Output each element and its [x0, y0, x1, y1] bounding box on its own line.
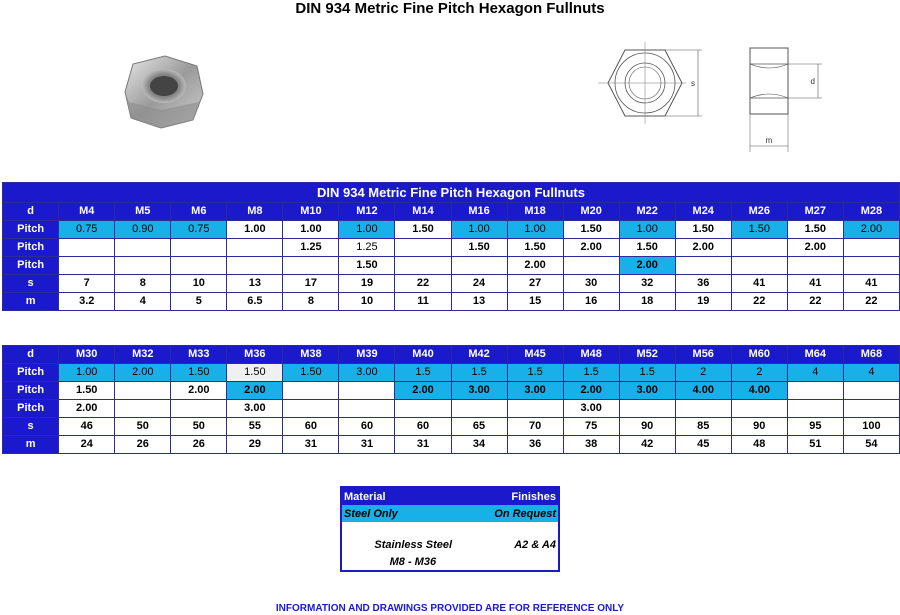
finishes-header: Finishes	[472, 487, 559, 505]
pitch-2-cell	[115, 239, 171, 257]
size-d-cell: M39	[339, 346, 395, 364]
pitch-1-cell: 1.50	[171, 364, 227, 382]
dimension-m-label: m	[765, 136, 773, 145]
pitch-1-cell: 4	[787, 364, 843, 382]
pitch-1-cell: 1.00	[59, 364, 115, 382]
size-d-cell: M18	[507, 203, 563, 221]
size-table-m4-m28	[2, 182, 900, 311]
height-m-cell: 11	[395, 293, 451, 311]
pitch-2-cell	[227, 239, 283, 257]
pitch-2-cell: 2.00	[787, 239, 843, 257]
height-m-cell: 48	[731, 436, 787, 454]
pitch-2-cell	[339, 382, 395, 400]
width-s-cell: 32	[619, 275, 675, 293]
width-s-cell: 50	[115, 418, 171, 436]
pitch-1-cell: 1.00	[507, 221, 563, 239]
width-s-cell: 75	[563, 418, 619, 436]
pitch-1-cell: 1.00	[283, 221, 339, 239]
materials-table	[340, 486, 560, 572]
pitch-1-label: Pitch	[3, 364, 59, 382]
size-d-cell: M16	[451, 203, 507, 221]
height-m-cell: 54	[843, 436, 899, 454]
pitch-1-cell: 1.5	[507, 364, 563, 382]
height-m-cell: 26	[171, 436, 227, 454]
pitch-3-cell	[843, 257, 899, 275]
pitch-1-cell: 1.50	[283, 364, 339, 382]
width-s-cell: 60	[283, 418, 339, 436]
pitch-3-label: Pitch	[3, 257, 59, 275]
height-m-cell: 10	[339, 293, 395, 311]
height-m-cell: 22	[787, 293, 843, 311]
pitch-1-cell: 1.50	[395, 221, 451, 239]
height-m-cell: 45	[675, 436, 731, 454]
pitch-2-cell: 1.25	[283, 239, 339, 257]
width-s-cell: 27	[507, 275, 563, 293]
pitch-3-cell: 3.00	[563, 400, 619, 418]
size-d-cell: M42	[451, 346, 507, 364]
material-header: Material	[341, 487, 472, 505]
pitch-3-cell	[451, 257, 507, 275]
pitch-1-cell: 1.50	[563, 221, 619, 239]
pitch-3-cell	[395, 257, 451, 275]
size-d-cell: M10	[283, 203, 339, 221]
height-m-cell: 4	[115, 293, 171, 311]
width-s-cell: 30	[563, 275, 619, 293]
pitch-1-cell: 0.75	[171, 221, 227, 239]
pitch-3-cell	[787, 400, 843, 418]
size-d-cell: M40	[395, 346, 451, 364]
height-m-cell: 5	[171, 293, 227, 311]
pitch-3-cell: 2.00	[507, 257, 563, 275]
pitch-2-cell	[843, 382, 899, 400]
pitch-2-cell: 1.50	[619, 239, 675, 257]
size-d-cell: M27	[787, 203, 843, 221]
width-s-cell: 60	[339, 418, 395, 436]
pitch-1-cell: 1.00	[227, 221, 283, 239]
pitch-1-cell: 1.00	[619, 221, 675, 239]
stainless-finish: A2 & A4	[514, 538, 556, 551]
pitch-2-cell: 2.00	[227, 382, 283, 400]
pitch-3-cell	[451, 400, 507, 418]
width-s-cell: 19	[339, 275, 395, 293]
hex-nut-photo	[115, 52, 210, 130]
pitch-2-cell	[731, 239, 787, 257]
height-m-cell: 6.5	[227, 293, 283, 311]
pitch-1-label: Pitch	[3, 221, 59, 239]
pitch-3-cell	[731, 257, 787, 275]
width-s-cell: 41	[787, 275, 843, 293]
width-s-cell: 46	[59, 418, 115, 436]
pitch-2-cell: 4.00	[675, 382, 731, 400]
size-d-cell: M20	[563, 203, 619, 221]
pitch-3-cell: 2.00	[59, 400, 115, 418]
pitch-3-cell	[283, 257, 339, 275]
size-d-cell: M56	[675, 346, 731, 364]
pitch-3-cell: 3.00	[227, 400, 283, 418]
size-d-cell: M38	[283, 346, 339, 364]
size-d-cell: M22	[619, 203, 675, 221]
width-s-cell: 90	[731, 418, 787, 436]
pitch-2-cell	[171, 239, 227, 257]
pitch-2-cell	[115, 382, 171, 400]
pitch-1-cell: 0.90	[115, 221, 171, 239]
pitch-2-cell: 1.50	[59, 382, 115, 400]
pitch-3-label: Pitch	[3, 400, 59, 418]
size-d-label: d	[3, 346, 59, 364]
stainless-material: Stainless Steel	[374, 538, 453, 551]
pitch-1-cell: 0.75	[59, 221, 115, 239]
pitch-2-cell: 2.00	[675, 239, 731, 257]
width-s-cell: 24	[451, 275, 507, 293]
size-d-cell: M45	[507, 346, 563, 364]
width-s-cell: 70	[507, 418, 563, 436]
size-d-label: d	[3, 203, 59, 221]
height-m-cell: 26	[115, 436, 171, 454]
width-s-label: s	[3, 418, 59, 436]
height-m-cell: 38	[563, 436, 619, 454]
height-m-cell: 18	[619, 293, 675, 311]
pitch-3-cell	[675, 400, 731, 418]
size-d-cell: M52	[619, 346, 675, 364]
pitch-1-cell: 2	[675, 364, 731, 382]
hexagon-side-view-drawing	[738, 42, 830, 154]
height-m-cell: 19	[675, 293, 731, 311]
height-m-cell: 31	[283, 436, 339, 454]
width-s-cell: 22	[395, 275, 451, 293]
pitch-3-cell	[59, 257, 115, 275]
width-s-cell: 60	[395, 418, 451, 436]
width-s-cell: 55	[227, 418, 283, 436]
size-d-cell: M14	[395, 203, 451, 221]
size-d-cell: M6	[171, 203, 227, 221]
pitch-1-cell: 1.00	[339, 221, 395, 239]
pitch-2-cell	[283, 382, 339, 400]
height-m-cell: 29	[227, 436, 283, 454]
pitch-2-cell: 1.25	[339, 239, 395, 257]
pitch-3-cell	[843, 400, 899, 418]
pitch-2-cell: 2.00	[563, 239, 619, 257]
pitch-1-cell: 2.00	[115, 364, 171, 382]
size-d-cell: M8	[227, 203, 283, 221]
size-d-cell: M24	[675, 203, 731, 221]
height-m-cell: 24	[59, 436, 115, 454]
pitch-2-cell: 2.00	[171, 382, 227, 400]
pitch-2-cell: 1.50	[451, 239, 507, 257]
height-m-cell: 51	[787, 436, 843, 454]
size-d-cell: M26	[731, 203, 787, 221]
dimension-d-label: d	[810, 77, 815, 86]
size-d-cell: M48	[563, 346, 619, 364]
size-d-cell: M68	[843, 346, 899, 364]
width-s-cell: 50	[171, 418, 227, 436]
size-d-cell: M5	[115, 203, 171, 221]
width-s-cell: 90	[619, 418, 675, 436]
pitch-3-cell	[171, 257, 227, 275]
dimension-s-label: s	[691, 79, 695, 88]
pitch-1-cell: 1.00	[451, 221, 507, 239]
pitch-1-cell: 1.5	[395, 364, 451, 382]
table-caption: DIN 934 Metric Fine Pitch Hexagon Fullnuts	[3, 183, 900, 203]
pitch-3-cell	[283, 400, 339, 418]
height-m-cell: 36	[507, 436, 563, 454]
width-s-cell: 13	[227, 275, 283, 293]
pitch-3-cell	[115, 400, 171, 418]
pitch-3-cell	[675, 257, 731, 275]
pitch-3-cell	[171, 400, 227, 418]
size-d-cell: M64	[787, 346, 843, 364]
pitch-3-cell	[787, 257, 843, 275]
pitch-3-cell	[227, 257, 283, 275]
width-s-cell: 10	[171, 275, 227, 293]
width-s-cell: 41	[731, 275, 787, 293]
pitch-2-cell	[59, 239, 115, 257]
pitch-3-cell	[619, 400, 675, 418]
width-s-cell: 95	[787, 418, 843, 436]
width-s-cell: 100	[843, 418, 899, 436]
reference-disclaimer: INFORMATION AND DRAWINGS PROVIDED ARE FOR REFERENCE ONLY	[275, 603, 625, 614]
height-m-cell: 22	[843, 293, 899, 311]
width-s-cell: 41	[843, 275, 899, 293]
size-table-m30-m68	[2, 345, 900, 454]
height-m-label: m	[3, 293, 59, 311]
height-m-cell: 16	[563, 293, 619, 311]
pitch-3-cell: 1.50	[339, 257, 395, 275]
pitch-2-label: Pitch	[3, 382, 59, 400]
pitch-1-cell: 1.50	[675, 221, 731, 239]
pitch-3-cell	[395, 400, 451, 418]
height-m-cell: 15	[507, 293, 563, 311]
pitch-3-cell	[507, 400, 563, 418]
size-d-cell: M60	[731, 346, 787, 364]
height-m-cell: 34	[451, 436, 507, 454]
size-d-cell: M28	[843, 203, 899, 221]
steel-finish: On Request	[472, 505, 559, 522]
height-m-cell: 8	[283, 293, 339, 311]
pitch-2-cell: 3.00	[507, 382, 563, 400]
pitch-2-cell: 2.00	[563, 382, 619, 400]
height-m-cell: 31	[339, 436, 395, 454]
width-s-cell: 17	[283, 275, 339, 293]
page-title: DIN 934 Metric Fine Pitch Hexagon Fullnuts	[295, 0, 605, 17]
pitch-3-cell	[115, 257, 171, 275]
pitch-2-cell: 3.00	[451, 382, 507, 400]
pitch-2-cell: 4.00	[731, 382, 787, 400]
pitch-1-cell: 1.5	[619, 364, 675, 382]
width-s-cell: 85	[675, 418, 731, 436]
pitch-2-cell	[395, 239, 451, 257]
size-d-cell: M30	[59, 346, 115, 364]
height-m-cell: 42	[619, 436, 675, 454]
pitch-1-cell: 1.50	[787, 221, 843, 239]
pitch-1-cell: 2.00	[843, 221, 899, 239]
size-d-cell: M36	[227, 346, 283, 364]
height-m-cell: 22	[731, 293, 787, 311]
pitch-1-cell: 1.5	[451, 364, 507, 382]
pitch-2-cell: 2.00	[395, 382, 451, 400]
pitch-1-cell: 4	[843, 364, 899, 382]
hexagon-top-view-drawing	[598, 42, 710, 124]
pitch-3-cell	[339, 400, 395, 418]
steel-material: Steel Only	[341, 505, 472, 522]
pitch-1-cell: 1.50	[731, 221, 787, 239]
size-d-cell: M4	[59, 203, 115, 221]
width-s-cell: 65	[451, 418, 507, 436]
width-s-cell: 7	[59, 275, 115, 293]
pitch-2-cell	[787, 382, 843, 400]
width-s-cell: 36	[675, 275, 731, 293]
pitch-2-cell	[843, 239, 899, 257]
pitch-1-cell: 2	[731, 364, 787, 382]
pitch-1-cell: 1.5	[563, 364, 619, 382]
pitch-1-cell: 3.00	[339, 364, 395, 382]
height-m-cell: 3.2	[59, 293, 115, 311]
pitch-2-cell: 1.50	[507, 239, 563, 257]
size-d-cell: M33	[171, 346, 227, 364]
stainless-range: M8 - M36	[389, 555, 437, 568]
pitch-3-cell: 2.00	[619, 257, 675, 275]
pitch-2-label: Pitch	[3, 239, 59, 257]
width-s-label: s	[3, 275, 59, 293]
pitch-3-cell	[563, 257, 619, 275]
height-m-label: m	[3, 436, 59, 454]
size-d-cell: M12	[339, 203, 395, 221]
size-d-cell: M32	[115, 346, 171, 364]
pitch-1-cell: 1.50	[227, 364, 283, 382]
height-m-cell: 31	[395, 436, 451, 454]
width-s-cell: 8	[115, 275, 171, 293]
pitch-2-cell: 3.00	[619, 382, 675, 400]
pitch-3-cell	[731, 400, 787, 418]
height-m-cell: 13	[451, 293, 507, 311]
